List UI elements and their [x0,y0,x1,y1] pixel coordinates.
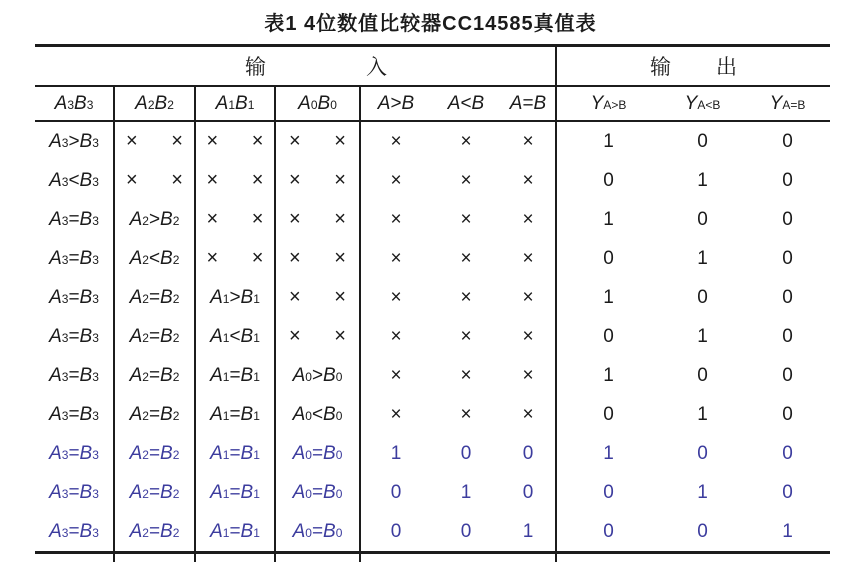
table-cell: 0 [697,442,708,464]
table-cell: A 3 = B 3 [35,395,115,434]
table-cell: × [460,364,472,386]
table-cell: A 3 = B 3 [35,239,115,278]
table-cell: A 0 = B 0 [276,512,361,551]
table-cell: 1 [603,442,614,464]
table-cell: 0 [603,325,614,347]
table-cell: 0 [603,481,614,503]
column-header-6: A = B [501,87,557,120]
table-cell: A 2 = B 2 [115,356,196,395]
table-cell: A 2 = B 2 [115,395,196,434]
table-cell: × × [276,317,361,356]
table-cell: A 1 = B 1 [196,356,276,395]
table-row-3 [35,200,830,239]
table-cell: × × [276,200,361,239]
table-row-9 [35,434,830,473]
column-header-0: A 3 B 3 [35,87,115,120]
rule-stub [196,554,276,562]
table-cell: 0 [390,520,402,542]
table-cell: 1 [603,364,614,386]
table-cell: A 3 = B 3 [35,317,115,356]
table-row-8 [35,395,830,434]
group-header-output-char-2: 出 [716,56,737,79]
column-header-1: A 2 B 2 [115,87,196,120]
column-header-4: A > B [377,92,415,114]
bottom-rule-stubs [35,554,830,562]
table-cell: × [390,169,402,191]
rule-stub [501,554,557,562]
table-cell: × × [196,122,276,161]
table-cell: 1 [390,442,402,464]
table-cell: 0 [603,247,614,269]
table-cell: 0 [390,481,402,503]
table-cell: × × [115,161,196,200]
table-cell: × [460,247,472,269]
table-cell: 1 [697,325,708,347]
table-row-5 [35,278,830,317]
table-cell: × [390,325,402,347]
group-header-output [557,47,830,85]
table-cell: × [501,200,557,239]
table-cell: 0 [782,169,793,191]
table-cell: × [390,208,402,230]
column-header-9: Y A=B [769,92,806,114]
rule-stub [660,554,745,562]
table-cell: 0 [782,481,793,503]
table-cell: A 2 < B 2 [115,239,196,278]
table-cell: 1 [782,520,793,542]
table-cell: 0 [460,520,472,542]
table-cell: × [460,130,472,152]
table-cell: 1 [603,286,614,308]
table-cell: 1 [460,481,472,503]
table-cell: × [460,325,472,347]
table-cell: 0 [782,247,793,269]
table-cell: A 1 = B 1 [196,434,276,473]
table-row-6 [35,317,830,356]
table-cell: 0 [603,520,614,542]
table-cell: 0 [603,169,614,191]
rule-stub [431,554,501,562]
group-header-input [35,47,557,85]
truth-table [35,44,830,562]
rule-stub [276,554,361,562]
table-title: 表1 4位数值比较器CC14585真值表 [264,13,597,35]
table-row-1 [35,122,830,161]
table-cell: × [501,356,557,395]
table-cell: A 1 = B 1 [196,395,276,434]
group-header-output-char-1: 输 [650,56,671,79]
rule-stub [557,554,660,562]
table-cell: 1 [697,169,708,191]
table-cell: A 3 = B 3 [35,473,115,512]
table-cell: 0 [697,286,708,308]
table-cell: A 1 < B 1 [196,317,276,356]
table-row-4 [35,239,830,278]
table-cell: A 2 = B 2 [115,434,196,473]
table-cell: × [460,208,472,230]
table-cell: 0 [782,442,793,464]
table-cell: 0 [603,403,614,425]
table-cell: A 3 > B 3 [35,122,115,161]
table-cell: 1 [603,208,614,230]
table-cell: × [501,161,557,200]
table-cell: A 0 = B 0 [276,434,361,473]
table-cell: × [390,403,402,425]
table-row-10 [35,473,830,512]
table-cell: × [501,239,557,278]
table-row-11 [35,512,830,551]
column-header-7: Y A>B [590,92,627,114]
table-cell: 0 [501,473,557,512]
table-cell: A 3 = B 3 [35,278,115,317]
table-cell: 1 [697,403,708,425]
table-cell: 0 [697,520,708,542]
table-cell: A 1 = B 1 [196,512,276,551]
table-cell: A 3 = B 3 [35,200,115,239]
table-cell: × × [115,122,196,161]
table-cell: A 2 = B 2 [115,278,196,317]
table-cell: × × [196,200,276,239]
table-cell: × [501,395,557,434]
table-cell: A 0 = B 0 [276,473,361,512]
table-cell: 0 [782,286,793,308]
table-cell: A 2 > B 2 [115,200,196,239]
table-cell: × × [196,161,276,200]
table-cell: × [460,169,472,191]
table-cell: 0 [697,364,708,386]
table-body [35,122,830,554]
table-cell: 0 [460,442,472,464]
table-cell: × [390,286,402,308]
column-header-row [35,87,830,122]
table-cell: × × [276,239,361,278]
table-cell: A 0 < B 0 [276,395,361,434]
table-cell: A 0 > B 0 [276,356,361,395]
column-header-3: A 0 B 0 [276,87,361,120]
table-row-7 [35,356,830,395]
table-cell: 1 [697,481,708,503]
group-header-row [35,47,830,87]
table-cell: A 1 = B 1 [196,473,276,512]
table-row-2 [35,161,830,200]
table-cell: × [501,278,557,317]
column-header-8: Y A<B [684,92,721,114]
table-cell: 0 [782,364,793,386]
table-cell: A 3 < B 3 [35,161,115,200]
table-cell: A 1 > B 1 [196,278,276,317]
table-cell: 1 [697,247,708,269]
table-cell: 0 [501,434,557,473]
table-cell: A 2 = B 2 [115,512,196,551]
column-header-2: A 1 B 1 [196,87,276,120]
table-cell: × [501,122,557,161]
column-header-5: A < B [447,92,485,114]
rule-stub [35,554,115,562]
table-cell: × [390,247,402,269]
rule-stub [115,554,196,562]
rule-stub [745,554,830,562]
group-header-input-char-1: 输 [245,56,266,79]
table-cell: 0 [782,403,793,425]
table-cell: × [501,317,557,356]
table-cell: × [460,286,472,308]
table-cell: A 2 = B 2 [115,473,196,512]
table-cell: × [460,403,472,425]
table-cell: 1 [603,130,614,152]
table-cell: × × [276,278,361,317]
table-cell: × × [276,161,361,200]
table-cell: 0 [697,130,708,152]
table-cell: A 2 = B 2 [115,317,196,356]
table-cell: × × [196,239,276,278]
table-cell: × × [276,122,361,161]
table-cell: A 3 = B 3 [35,356,115,395]
rule-stub [361,554,431,562]
table-cell: 0 [782,130,793,152]
table-cell: 0 [782,208,793,230]
group-header-input-char-2: 入 [366,56,387,79]
table-cell: × [390,130,402,152]
table-cell: A 3 = B 3 [35,434,115,473]
table-cell: 0 [782,325,793,347]
table-cell: × [390,364,402,386]
table-cell: A 3 = B 3 [35,512,115,551]
table-cell: 0 [697,208,708,230]
table-cell: 1 [501,512,557,551]
